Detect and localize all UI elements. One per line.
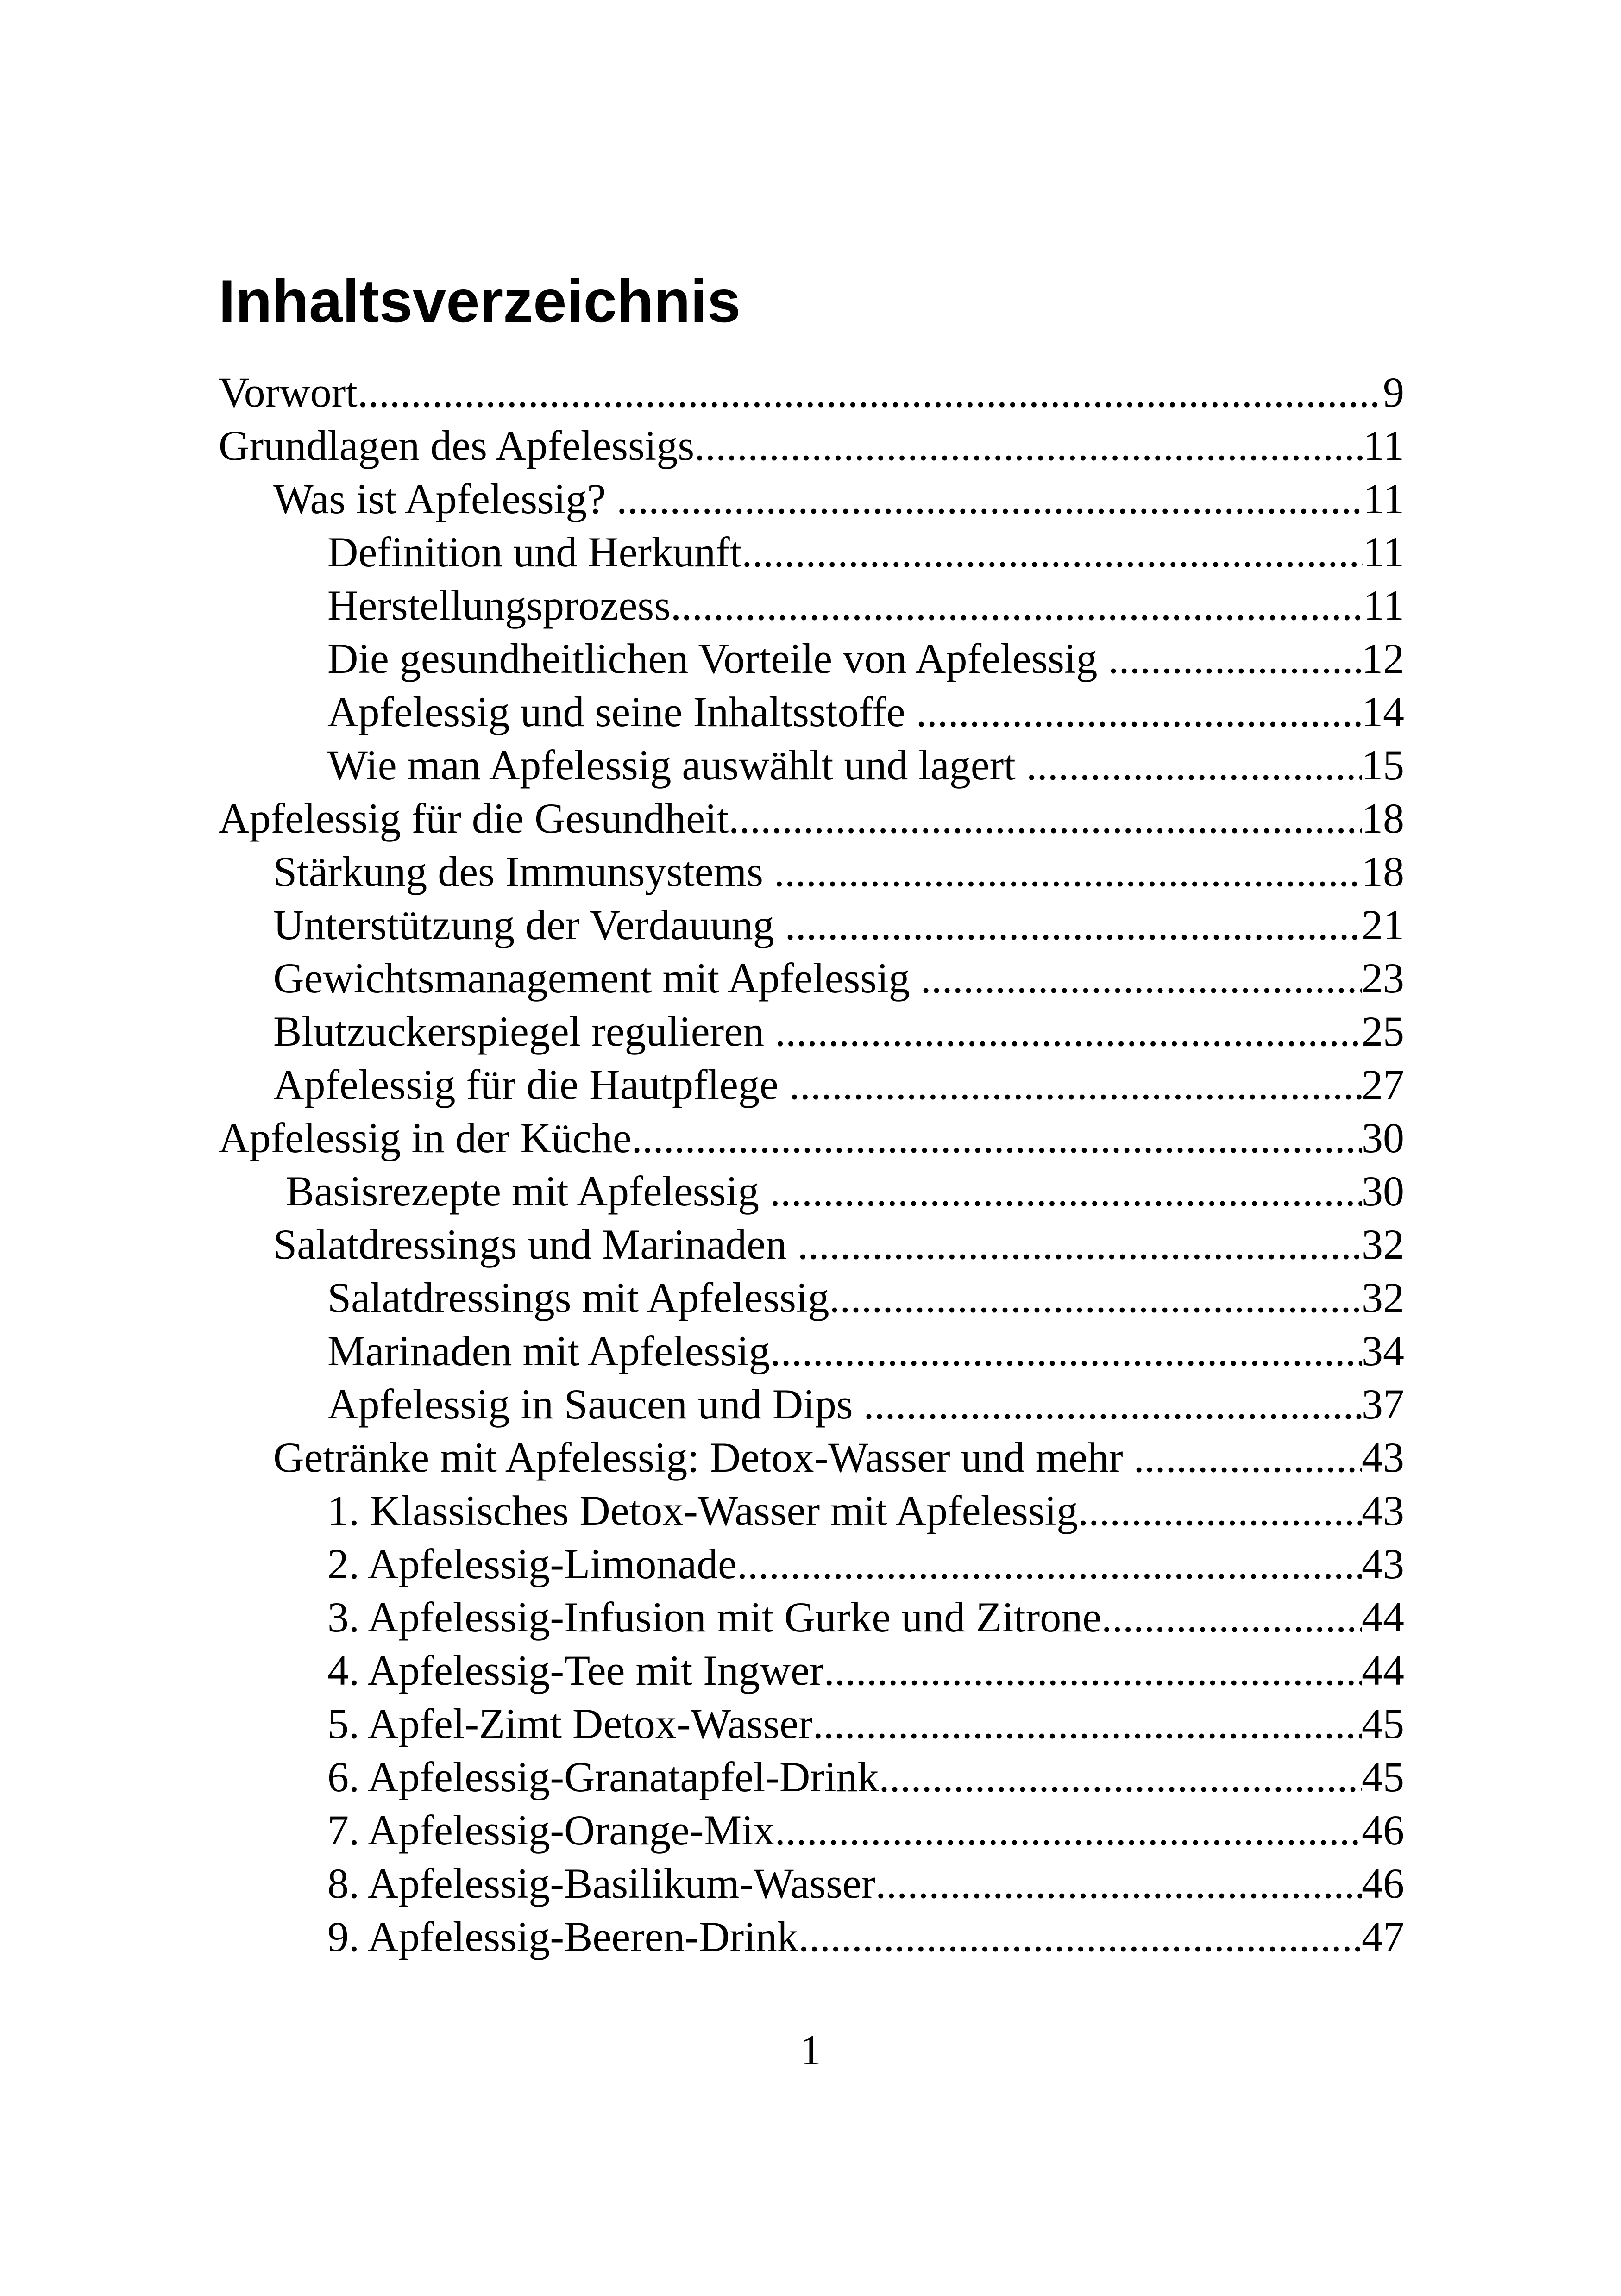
- toc-dot-leader: [789, 1058, 1362, 1111]
- toc-entry-label: Basisrezepte mit Apfelessig: [286, 1167, 770, 1215]
- toc-entry-page: 30: [1362, 1114, 1404, 1161]
- toc-entry-page: 46: [1362, 1860, 1404, 1907]
- toc-entry-page: 11: [1363, 422, 1404, 469]
- toc-entry: [219, 898, 1404, 952]
- toc-entry-page: 32: [1362, 1274, 1404, 1321]
- toc-entry-page: 47: [1362, 1913, 1404, 1960]
- toc-entry-label: Vorwort: [219, 369, 358, 416]
- toc-entry: [219, 1431, 1404, 1484]
- toc-dot-leader: [694, 419, 1363, 472]
- toc-entry-label: Gewichtsmanagement mit Apfelessig: [273, 954, 921, 1002]
- toc-dot-leader: [864, 1378, 1362, 1431]
- toc-entry-label: Salatdressings und Marinaden: [273, 1221, 798, 1268]
- toc-entry-label: Apfelessig für die Hautpflege: [273, 1061, 789, 1108]
- toc-entry-label: 2. Apfelessig-Limonade: [327, 1540, 737, 1587]
- toc-dot-leader: [741, 526, 1363, 579]
- toc-entry: [219, 526, 1404, 579]
- toc-entry-page: 44: [1362, 1647, 1404, 1694]
- toc-entry-page: 43: [1362, 1434, 1404, 1481]
- toc-entry: [219, 952, 1404, 1005]
- toc-entry-page: 25: [1362, 1008, 1404, 1055]
- toc-entry-page: 27: [1362, 1061, 1404, 1108]
- toc-dot-leader: [632, 1111, 1362, 1165]
- toc-entry: [219, 632, 1404, 685]
- toc-entry-label: Apfelessig für die Gesundheit: [219, 795, 729, 842]
- toc-entry-label: Herstellungsprozess: [327, 582, 671, 629]
- toc-entry-page: 18: [1362, 795, 1404, 842]
- toc-entry: [219, 1005, 1404, 1058]
- toc-entry-page: 45: [1362, 1700, 1404, 1747]
- toc-entry-page: 11: [1363, 475, 1404, 522]
- toc-entry: [219, 1378, 1404, 1431]
- toc-entry: [219, 419, 1404, 472]
- toc-entry-page: 32: [1362, 1221, 1404, 1268]
- toc-entry-label: Definition und Herkunft: [327, 528, 742, 576]
- toc-entry: [219, 366, 1404, 419]
- toc-entry-label: Apfelessig in der Küche: [219, 1114, 632, 1161]
- toc-entry-page: 18: [1362, 848, 1404, 895]
- toc-dot-leader: [671, 579, 1363, 632]
- toc-entry-label: 8. Apfelessig-Basilikum-Wasser: [327, 1860, 876, 1907]
- toc-dot-leader: [616, 472, 1363, 526]
- toc-entry-label: Blutzuckerspiegel regulieren: [273, 1008, 775, 1055]
- toc-entry: [219, 1271, 1404, 1324]
- toc-entry-page: 11: [1363, 582, 1404, 629]
- toc-entry-label: Stärkung des Immunsystems: [273, 848, 774, 895]
- page-title: Inhaltsverzeichnis: [219, 267, 741, 335]
- toc-entry-page: 34: [1362, 1327, 1404, 1374]
- toc-entry-page: 43: [1362, 1540, 1404, 1587]
- toc-entry-label: 5. Apfel-Zimt Detox-Wasser: [327, 1700, 813, 1747]
- page-number: 1: [800, 2026, 821, 2074]
- toc-entry-page: 21: [1362, 901, 1404, 948]
- toc-dot-leader: [1134, 1431, 1362, 1484]
- toc-entry-page: 45: [1362, 1753, 1404, 1800]
- toc-entry-label: 4. Apfelessig-Tee mit Ingwer: [327, 1647, 824, 1694]
- toc-dot-leader: [1078, 1484, 1362, 1537]
- toc-dot-leader: [785, 898, 1362, 952]
- toc-dot-leader: [358, 366, 1383, 419]
- toc-entry-page: 44: [1362, 1593, 1404, 1641]
- toc-entry: [219, 579, 1404, 632]
- toc-entry: [219, 1750, 1404, 1804]
- toc-entry: [219, 472, 1404, 526]
- toc-entry-label: Apfelessig in Saucen und Dips: [327, 1380, 864, 1428]
- toc-entry-label: Apfelessig und seine Inhaltsstoffe: [327, 688, 916, 735]
- toc-dot-leader: [824, 1644, 1362, 1697]
- toc-entry: [219, 739, 1404, 792]
- toc-entry-page: 37: [1362, 1380, 1404, 1428]
- toc-entry: [219, 1324, 1404, 1378]
- toc-entry-label: Die gesundheitlichen Vorteile von Apfelessig: [327, 635, 1108, 682]
- toc-entry-page: 12: [1362, 635, 1404, 682]
- toc-entry: [219, 1857, 1404, 1910]
- toc-entry: [219, 1910, 1404, 1964]
- toc-entry: [219, 792, 1404, 845]
- toc-entry-label: 6. Apfelessig-Granatapfel-Drink: [327, 1753, 879, 1800]
- toc-entry: [219, 1804, 1404, 1857]
- toc-dot-leader: [1108, 632, 1362, 685]
- toc-entry-page: 15: [1362, 741, 1404, 789]
- toc-entry-label: Was ist Apfelessig?: [273, 475, 617, 522]
- toc-entry: [219, 1484, 1404, 1537]
- toc-entry-label: Unterstützung der Verdauung: [273, 901, 785, 948]
- toc-dot-leader: [1026, 739, 1362, 792]
- toc-entry-page: 14: [1362, 688, 1404, 735]
- toc-dot-leader: [775, 1005, 1362, 1058]
- toc-entry: [219, 1111, 1404, 1165]
- table-of-contents: [219, 366, 1404, 1964]
- toc-dot-leader: [829, 1271, 1362, 1324]
- toc-entry: [219, 685, 1404, 739]
- toc-entry-page: 46: [1362, 1807, 1404, 1854]
- toc-entry-label: 9. Apfelessig-Beeren-Drink: [327, 1913, 798, 1960]
- toc-entry: [219, 1697, 1404, 1750]
- toc-entry-label: Getränke mit Apfelessig: Detox-Wasser und mehr: [273, 1434, 1134, 1481]
- toc-entry-page: 11: [1363, 528, 1404, 576]
- toc-entry-label: 7. Apfelessig-Orange-Mix: [327, 1807, 775, 1854]
- toc-dot-leader: [813, 1697, 1362, 1750]
- toc-entry-label: 3. Apfelessig-Infusion mit Gurke und Zitrone: [327, 1593, 1102, 1641]
- toc-dot-leader: [770, 1165, 1362, 1218]
- toc-dot-leader: [729, 792, 1362, 845]
- toc-entry-label: Grundlagen des Apfelessigs: [219, 422, 695, 469]
- toc-entry: [219, 1165, 1404, 1218]
- toc-entry: [219, 1058, 1404, 1111]
- toc-dot-leader: [770, 1324, 1362, 1378]
- toc-entry-label: 1. Klassisches Detox-Wasser mit Apfelessig: [327, 1487, 1078, 1534]
- toc-entry: [219, 1537, 1404, 1591]
- toc-entry-page: 30: [1362, 1167, 1404, 1215]
- toc-dot-leader: [1101, 1591, 1362, 1644]
- toc-dot-leader: [737, 1537, 1362, 1591]
- toc-entry-page: 23: [1362, 954, 1404, 1002]
- toc-entry-page: 43: [1362, 1487, 1404, 1534]
- toc-dot-leader: [879, 1750, 1362, 1804]
- toc-dot-leader: [916, 685, 1362, 739]
- toc-entry-page: 9: [1383, 369, 1404, 416]
- toc-dot-leader: [921, 952, 1362, 1005]
- toc-entry-label: Marinaden mit Apfelessig: [327, 1327, 770, 1374]
- toc-dot-leader: [798, 1218, 1362, 1271]
- toc-dot-leader: [875, 1857, 1362, 1910]
- toc-entry: [219, 1591, 1404, 1644]
- toc-entry: [219, 1644, 1404, 1697]
- toc-entry: [219, 845, 1404, 898]
- toc-dot-leader: [774, 845, 1362, 898]
- toc-dot-leader: [775, 1804, 1362, 1857]
- toc-entry-label: Salatdressings mit Apfelessig: [327, 1274, 829, 1321]
- toc-entry-label: Wie man Apfelessig auswählt und lagert: [327, 741, 1026, 789]
- toc-entry: [219, 1218, 1404, 1271]
- toc-dot-leader: [798, 1910, 1362, 1964]
